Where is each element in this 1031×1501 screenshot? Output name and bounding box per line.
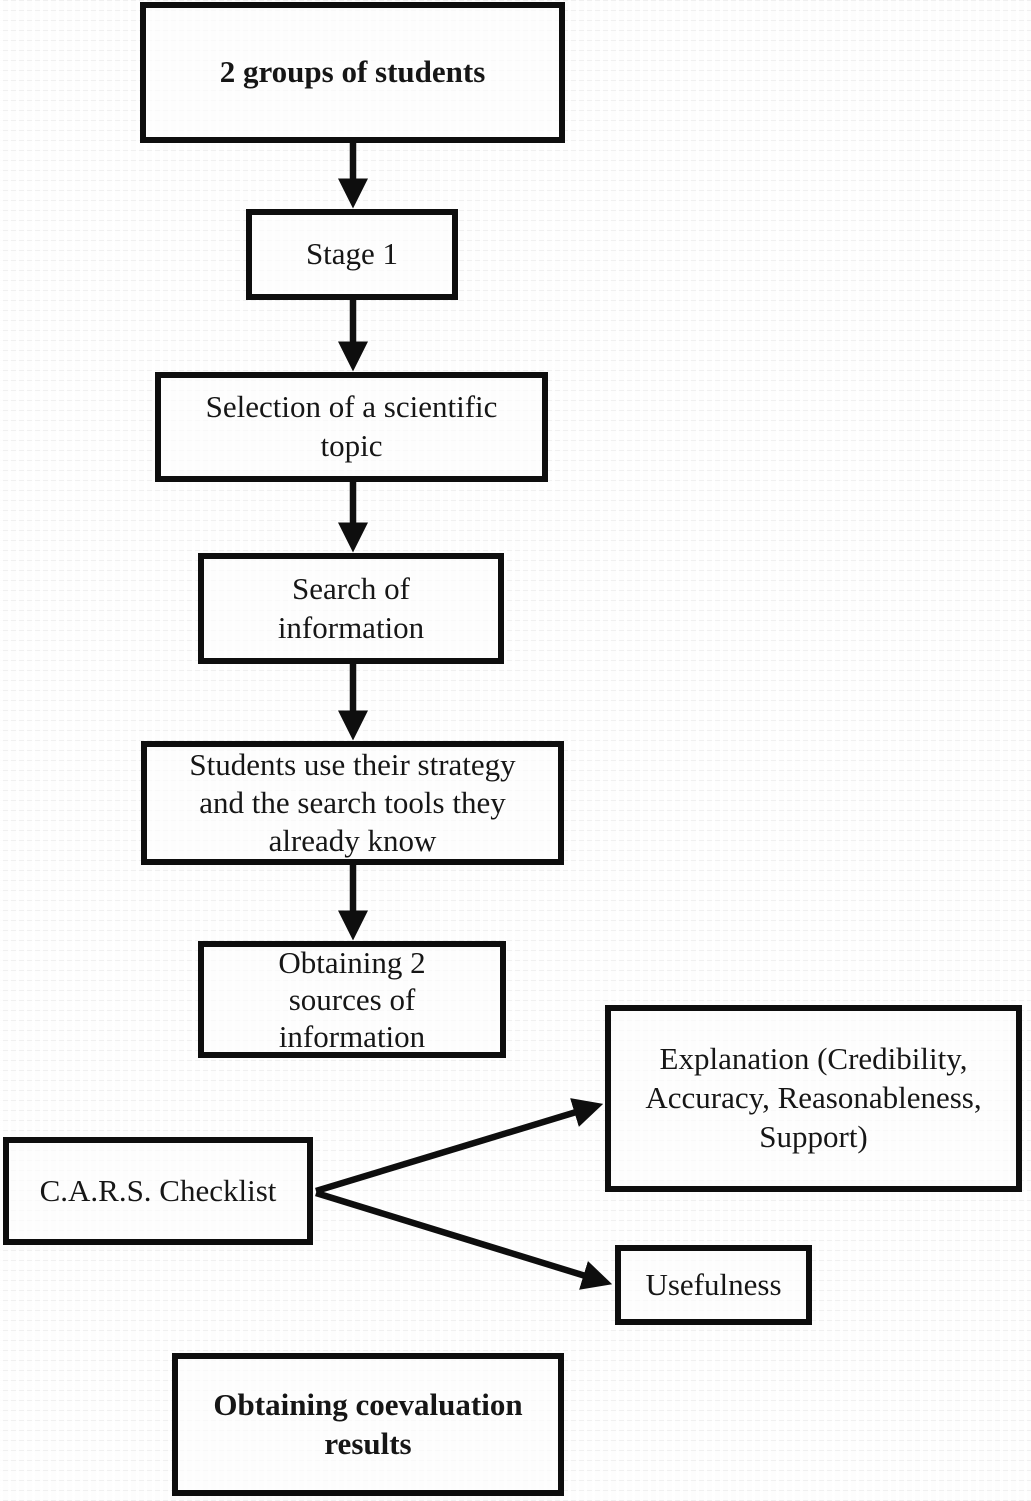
node-label: 2 groups of students — [219, 54, 486, 90]
node-cars-checklist — [3, 1137, 313, 1245]
node-students-use-strategy — [141, 741, 564, 865]
node-label: Search of information — [277, 570, 425, 645]
node-usefulness — [615, 1245, 812, 1325]
node-label: Selection of a scientific topic — [205, 389, 498, 463]
node-label: Stage 1 — [305, 236, 399, 272]
node-label: C.A.R.S. Checklist — [39, 1172, 277, 1208]
node-stage-1 — [246, 209, 458, 300]
node-label: Students use their strategy and the search tools they already know — [189, 747, 516, 858]
node-selection-of-scientific-topic — [155, 372, 548, 482]
node-label: Obtaining 2 sources of information — [278, 944, 426, 1055]
node-label: Obtaining coevaluation results — [213, 1386, 523, 1461]
node-search-of-information — [198, 553, 504, 664]
arrow-cars-to-usefulness — [316, 1193, 605, 1282]
node-obtaining-2-sources — [198, 941, 506, 1058]
node-2-groups-of-students — [140, 2, 565, 143]
node-label: Usefulness — [645, 1266, 782, 1302]
node-obtaining-coevaluation-results — [172, 1353, 564, 1496]
arrow-cars-to-explanation — [316, 1106, 596, 1191]
node-explanation-credibility — [605, 1005, 1022, 1192]
node-label: Explanation (Credibility, Accuracy, Reasonableness, Support) — [645, 1041, 982, 1154]
